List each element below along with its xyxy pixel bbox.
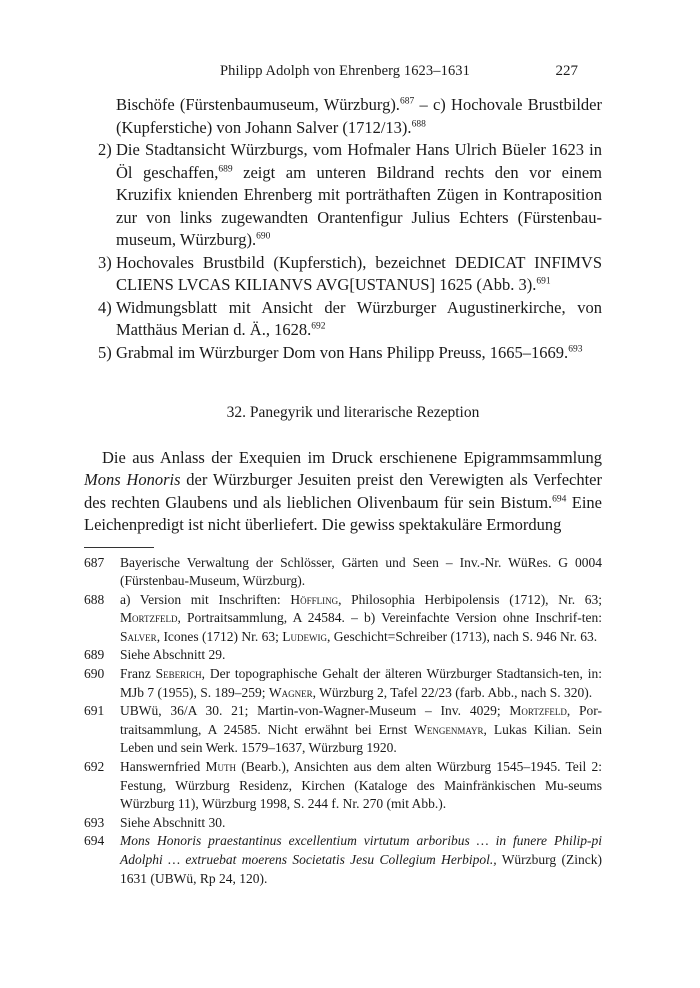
footnote-text: , Geschicht=Schreiber (1713), nach S. 946 Nr. 63. — [327, 628, 598, 644]
running-title: Philipp Adolph von Ehrenberg 1623–1631 — [219, 63, 471, 79]
footnote-text: , Philosophia Herbipolensis (1712), Nr. 63; — [338, 591, 602, 607]
footnote-author: Mortzfeld — [120, 610, 178, 626]
footnote-text: (Bearb.), Ansichten aus dem alten Würzburg 1545–1945. Teil 2: Festung, Würzburg Residenz, Kirchen (Kataloge des Mainfränkischen Mu-seums Würzburg 11), Würzburg 1998, S. 244 f. Nr. 270 (mit Abb.). — [120, 759, 603, 812]
footnote-689 — [84, 646, 602, 665]
running-head — [112, 63, 578, 83]
footnote-author: Mortzfeld — [509, 703, 567, 719]
footnote-number: 687 — [84, 554, 105, 570]
paragraph-text: Die aus Anlass der Exequien im Druck erschienene Epigrammsammlung — [102, 447, 602, 467]
footnote-text: , Würzburg 2, Tafel 22/23 (farb. Abb., nach S. 320). — [312, 684, 593, 700]
footnote-ref[interactable]: 688 — [411, 119, 426, 129]
footnote-author: Ludewig — [282, 628, 328, 644]
footnote-divider — [84, 547, 154, 548]
paragraph-italic-title: Mons Honoris — [84, 470, 181, 489]
list-item-number: 4) — [98, 297, 112, 317]
footnote-692 — [84, 758, 602, 814]
footnote-text: Hanswernfried — [120, 759, 206, 775]
footnote-author: Höffling — [290, 591, 339, 607]
footnote-ref[interactable]: 691 — [536, 276, 551, 287]
footnote-text: , Por-traitsammlung, A 24585. Nicht erwähnt bei Ernst — [120, 703, 602, 737]
paragraph-text: der Würzburger Jesuiten preist den Verewigten als Verfechter des rechten Glaubens und als lieblichen Olivenbaum für sein Bistum. — [84, 470, 602, 512]
list-item — [84, 139, 602, 252]
footnote-number: 694 — [84, 833, 105, 849]
footnote-ref[interactable]: 692 — [311, 321, 326, 332]
list-item-continued — [84, 94, 602, 139]
footnote-number: 688 — [84, 591, 105, 607]
image-list — [84, 94, 602, 364]
list-item-text-tail: zeigt am unteren Bildrand rechts den vor einem Kruzifix knienden Ehrenberg mit porträthaften Zügen in Kontraposition zur von links zugewandten Orantenfigur Julius Echters (Fürstenbau-museum, Würzburg). — [116, 162, 602, 249]
list-item-number: 5) — [98, 342, 112, 362]
footnote-author: Muth — [205, 759, 236, 775]
list-item-number: 2) — [98, 140, 112, 159]
footnote-text: Bayerische Verwaltung der Schlösser, Gärten und Seen – Inv.-Nr. WüRes. G 0004 (Fürstenbau-Museum, Würzburg). — [120, 554, 602, 589]
footnote-694 — [84, 832, 602, 888]
section-heading: 32. Panegyrik und literarische Rezeption — [226, 404, 480, 421]
footnote-number: 690 — [84, 666, 105, 682]
footnote-text: , Der topographische Gehalt der älteren Würzburger Stadtansich-ten, in: MJb 7 (1955), S. 189–259; — [120, 666, 602, 700]
footnote-author: Salver — [120, 628, 157, 644]
footnote-text: a) Version mit Inschriften: — [120, 591, 291, 607]
footnotes-list — [84, 554, 602, 889]
footnote-688 — [84, 591, 602, 647]
footnote-text: , Lukas Kilian. Sein Leben und sein Werk. 1579–1637, Würzburg 1920. — [120, 721, 602, 756]
footnote-italic-title: Mons Honoris praestantinus excellentium virtutum arboribus … in funere Philip-pi Adolphi … extruebat moerens Societatis Jesu Collegium Herbipol., — [120, 833, 602, 867]
footnote-number: 689 — [84, 647, 105, 663]
footnote-author: Wagner — [268, 684, 313, 700]
footnote-text: , Portraitsammlung, A 24584. – b) Vereinfachte Version ohne Inschrif-ten: — [177, 610, 602, 626]
footnote-693 — [84, 814, 602, 833]
footnote-number: 692 — [84, 759, 105, 775]
footnote-ref[interactable]: 690 — [256, 231, 271, 242]
footnote-687 — [84, 554, 602, 591]
footnote-690 — [84, 665, 602, 702]
footnote-ref[interactable]: 693 — [568, 344, 583, 354]
list-item-text: Hochovales Brustbild (Kupferstich), bezeichnet DEDICAT INFIMVS CLIENS LVCAS KILIANVS AVG[USTANUS] 1625 (Abb. 3). — [116, 252, 602, 294]
list-item-text: Widmungsblatt mit Ansicht der Würzburger Augustinerkirche, von Matthäus Merian d. Ä., 1628. — [116, 297, 602, 339]
page-number: 227 — [555, 63, 578, 79]
footnote-text: , Icones (1712) Nr. 63; — [156, 628, 283, 644]
body-paragraph — [84, 447, 602, 537]
footnote-691 — [84, 702, 602, 758]
list-item-text: Die Stadtansicht Würzburgs, vom Hofmaler Hans Ulrich Büeler 1623 in Öl geschaffen, — [116, 140, 602, 182]
footnote-number: 691 — [84, 703, 105, 719]
footnote-author: Wengenmayr — [414, 721, 484, 737]
list-item — [84, 342, 602, 365]
footnote-ref[interactable]: 687 — [399, 96, 415, 107]
paragraph-text: Eine Leichenpredigt ist nicht überliefert. Die gewiss spektakuläre Ermordung — [84, 492, 602, 534]
list-item-text: Bischöfe (Fürstenbaumuseum, Würzburg). — [116, 95, 400, 114]
footnote-author: Seberich — [155, 666, 202, 682]
list-item-text-tail: – c) Hochovale Brustbilder (Kupferstiche) von Johann Salver (1712/13). — [116, 95, 602, 137]
footnote-text: UBWü, 36/A 30. 21; Martin-von-Wagner-Museum – Inv. 4029; — [120, 703, 510, 719]
footnote-text: Franz — [120, 666, 156, 682]
list-item — [84, 297, 602, 342]
footnote-number: 693 — [84, 814, 105, 830]
list-item-number: 3) — [98, 252, 112, 272]
footnote-text: Siehe Abschnitt 29. — [120, 647, 226, 663]
footnote-text: Siehe Abschnitt 30. — [120, 814, 226, 830]
footnote-ref[interactable]: 689 — [218, 164, 233, 174]
list-item — [84, 252, 602, 297]
list-item-text: Grabmal im Würzburger Dom von Hans Philipp Preuss, 1665–1669. — [116, 342, 569, 362]
footnote-ref[interactable]: 694 — [552, 494, 567, 504]
main-text — [84, 94, 602, 888]
footnote-text: Würzburg (Zinck) 1631 (UBWü, Rp 24, 120). — [120, 852, 602, 886]
